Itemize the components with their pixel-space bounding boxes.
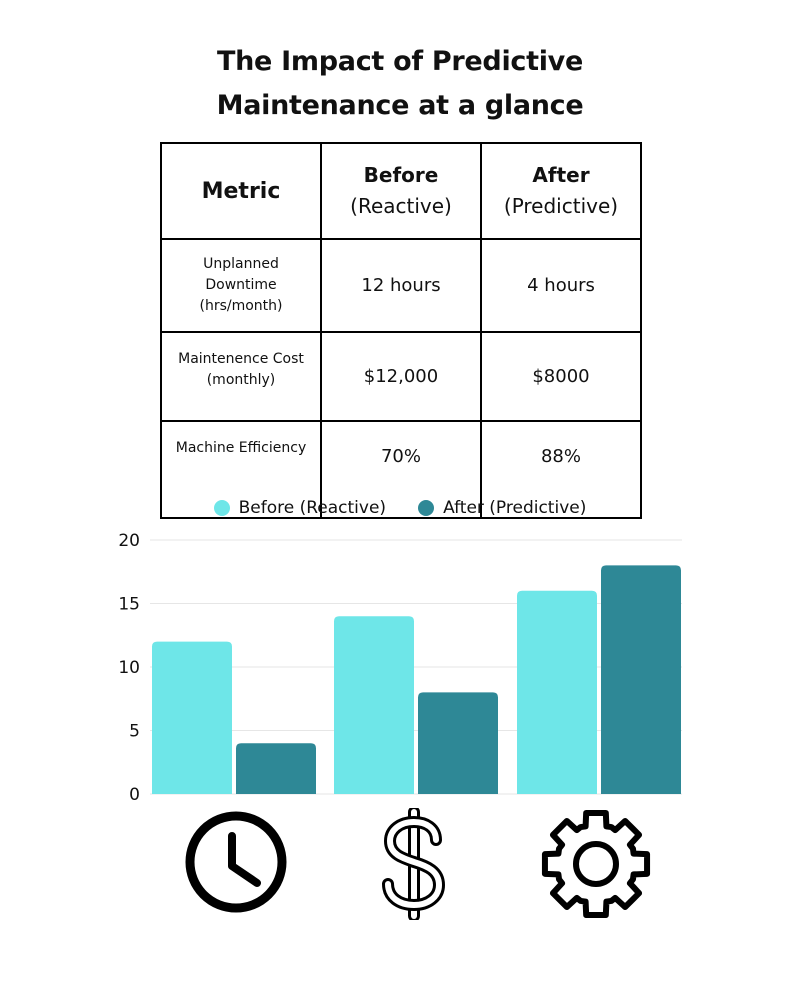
row-after-value: 88% bbox=[481, 421, 641, 518]
legend-swatch-after bbox=[418, 500, 434, 516]
table-row bbox=[161, 239, 641, 332]
y-tick-label: 20 bbox=[118, 531, 140, 551]
row-metric-name: Unplanned Downtime (hrs/month) bbox=[161, 239, 321, 332]
page-title bbox=[0, 40, 800, 128]
row-metric-name: Machine Efficiency bbox=[161, 421, 321, 518]
legend-item-before bbox=[214, 498, 386, 518]
legend-swatch-before bbox=[214, 500, 230, 516]
row-metric-name: Maintenence Cost (monthly) bbox=[161, 332, 321, 421]
header-before-sub: (Reactive) bbox=[350, 194, 452, 218]
header-before bbox=[321, 143, 481, 239]
title-line-1: The Impact of Predictive bbox=[217, 46, 583, 77]
y-tick-label: 0 bbox=[129, 785, 140, 805]
gear-hole bbox=[576, 844, 616, 884]
gear-outline bbox=[545, 813, 647, 915]
dollar-icon bbox=[379, 808, 449, 920]
gear-icon bbox=[538, 808, 654, 920]
legend-label-before: Before (Reactive) bbox=[238, 498, 387, 518]
row-before-value: 70% bbox=[321, 421, 481, 518]
y-tick-label: 5 bbox=[129, 721, 140, 742]
table-header-row bbox=[161, 143, 641, 239]
header-after-title: After bbox=[532, 163, 590, 187]
bar-before bbox=[517, 591, 597, 794]
title-line-2: Maintenance at a glance bbox=[216, 90, 584, 121]
legend-label-after: After (Predictive) bbox=[443, 498, 587, 518]
header-after bbox=[481, 143, 641, 239]
header-metric: Metric bbox=[161, 143, 321, 239]
bar-before bbox=[152, 642, 232, 794]
bar-after bbox=[601, 565, 681, 794]
y-tick-label: 15 bbox=[118, 594, 140, 615]
legend-item-after bbox=[418, 498, 586, 518]
bar-after bbox=[418, 692, 498, 794]
clock-icon bbox=[182, 808, 290, 916]
comparison-table bbox=[160, 142, 642, 519]
header-before-title: Before bbox=[363, 163, 439, 187]
table-row bbox=[161, 332, 641, 421]
y-tick-label: 10 bbox=[118, 658, 140, 678]
row-after-value: 4 hours bbox=[481, 239, 641, 332]
bar-after bbox=[236, 743, 316, 794]
chart-legend bbox=[0, 498, 800, 518]
row-before-value: $12,000 bbox=[321, 332, 481, 421]
bar-before bbox=[334, 616, 414, 794]
row-after-value: $8000 bbox=[481, 332, 641, 421]
header-after-sub: (Predictive) bbox=[503, 194, 619, 218]
row-before-value: 12 hours bbox=[321, 239, 481, 332]
bar-chart bbox=[0, 520, 800, 810]
